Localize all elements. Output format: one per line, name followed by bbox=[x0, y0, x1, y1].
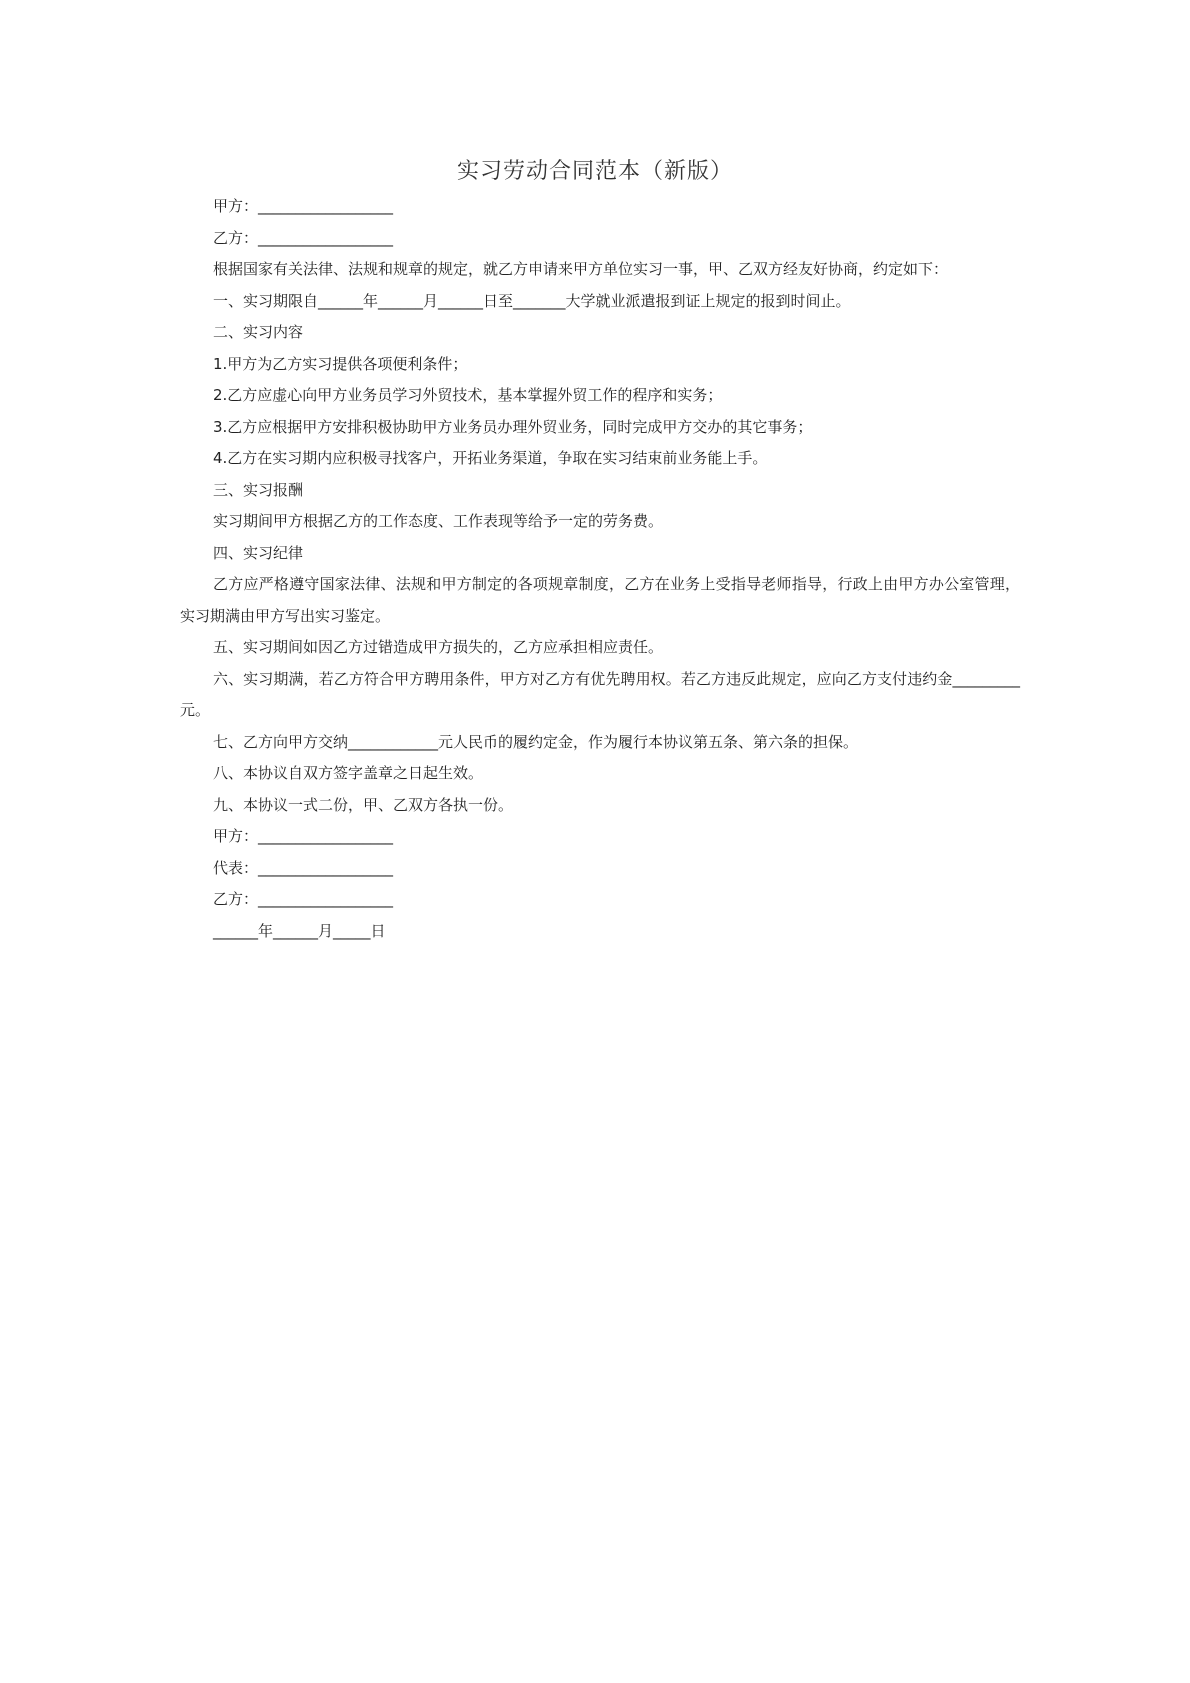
clause-4-heading: 四、实习纪律 bbox=[213, 543, 304, 562]
clause-7: 七、乙方向甲方交纳____________元人民币的履约定金，作为履行本协议第五条、第六条的担保。 bbox=[213, 732, 859, 751]
document-title: 实习劳动合同范本（新版） bbox=[456, 159, 733, 184]
clause-8: 八、本协议自双方签字盖章之日起生效。 bbox=[213, 764, 484, 782]
signature-party-a: 甲方：__________________ bbox=[213, 827, 394, 845]
clause-2-item-2: 2.乙方应虚心向甲方业务员学习外贸技术，基本掌握外贸工作的程序和实务； bbox=[213, 386, 723, 404]
clause-3-text: 实习期间甲方根据乙方的工作态度、工作表现等给予一定的劳务费。 bbox=[213, 512, 664, 530]
signature-date: ______年______月_____日 bbox=[213, 921, 386, 940]
clause-1-term: 一、实习期限自______年______月______日至_______大学就业派遣报到证上规定的报到时间止。 bbox=[213, 291, 851, 310]
clause-2-item-4: 4.乙方在实习期内应积极寻找客户，开拓业务渠道，争取在实习结束前业务能上手。 bbox=[213, 449, 768, 467]
signature-party-b: 乙方：__________________ bbox=[213, 890, 394, 908]
party-b-line: 乙方：__________________ bbox=[213, 228, 394, 247]
clause-4-text: 乙方应严格遵守国家法律、法规和甲方制定的各项规章制度，乙方在业务上受指导老师指导，行政上由甲方办公室管理，实习期满由甲方写出实习鉴定。 bbox=[180, 575, 1020, 625]
clause-9: 九、本协议一式二份，甲、乙双方各执一份。 bbox=[213, 795, 514, 814]
clause-2-item-1: 1.甲方为乙方实习提供各项便利条件； bbox=[213, 354, 468, 373]
signature-representative: 代表：__________________ bbox=[213, 858, 394, 877]
clause-3-heading: 三、实习报酬 bbox=[213, 480, 304, 499]
document-body bbox=[180, 191, 1020, 947]
clause-2-heading: 二、实习内容 bbox=[213, 323, 304, 341]
clause-6: 六、实习期满，若乙方符合甲方聘用条件，甲方对乙方有优先聘用权。若乙方违反此规定，应向乙方支付违约金_________元。 bbox=[180, 669, 1020, 719]
party-a-line: 甲方：__________________ bbox=[213, 197, 394, 215]
preamble-paragraph: 根据国家有关法律、法规和规章的规定，就乙方申请来甲方单位实习一事，甲、乙双方经友好协商，约定如下： bbox=[213, 260, 949, 278]
clause-2-item-3: 3.乙方应根据甲方安排积极协助甲方业务员办理外贸业务，同时完成甲方交办的其它事务； bbox=[213, 417, 813, 436]
clause-5: 五、实习期间如因乙方过错造成甲方损失的，乙方应承担相应责任。 bbox=[213, 638, 664, 656]
